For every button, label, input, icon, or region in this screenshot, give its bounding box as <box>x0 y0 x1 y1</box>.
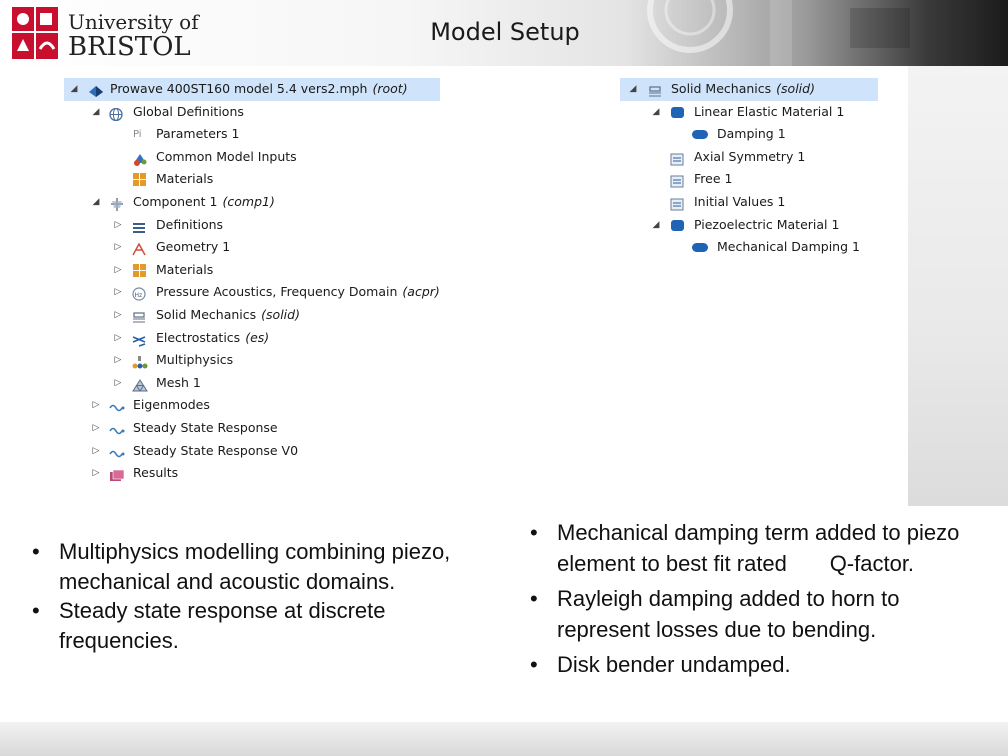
tree-node-label: Solid Mechanics <box>671 81 772 96</box>
tree-node-pressure-acoustics[interactable] <box>64 281 440 304</box>
tree-node-label: Global Definitions <box>133 103 244 119</box>
tree-node-multiphysics[interactable] <box>64 349 440 372</box>
expanded-arrow-icon[interactable]: ◢ <box>652 219 660 230</box>
mesh-icon <box>132 377 146 390</box>
tree-node-free[interactable] <box>620 168 878 191</box>
expanded-arrow-icon[interactable]: ◢ <box>92 196 100 207</box>
tree-node-label: Damping 1 <box>717 126 786 142</box>
boundary-icon <box>670 151 684 164</box>
tree-node-mesh[interactable] <box>64 372 440 395</box>
tree-node-label: Mesh 1 <box>156 374 201 390</box>
bullet-item: • Steady state response at discrete frequencies. <box>32 596 452 655</box>
tree-node-component[interactable] <box>64 191 440 214</box>
tree-node-label: Linear Elastic Material 1 <box>694 103 845 119</box>
material-node-icon <box>671 220 684 231</box>
definitions-icon <box>132 219 146 232</box>
collapsed-arrow-icon[interactable]: ▷ <box>114 264 122 275</box>
tree-node-common-model-inputs[interactable] <box>64 146 440 169</box>
electrostatics-icon <box>132 332 146 345</box>
tree-node-root[interactable] <box>64 78 440 101</box>
tree-node-solid-mechanics-root[interactable] <box>620 78 878 101</box>
materials-icon <box>133 173 147 186</box>
tree-node-label: Solid Mechanics <box>156 306 257 322</box>
tree-node-label: Steady State Response <box>133 419 278 435</box>
solid-mechanics-tree <box>620 78 878 259</box>
results-icon <box>109 467 123 480</box>
tree-node-label: Axial Symmetry 1 <box>694 148 806 164</box>
tree-node-label: Definitions <box>156 216 224 232</box>
background-right-panel <box>908 66 1008 506</box>
boundary-icon <box>670 196 684 209</box>
header-background-image <box>620 0 1008 66</box>
tree-node-tag: (es) <box>245 329 270 345</box>
expanded-arrow-icon[interactable]: ◢ <box>92 106 100 117</box>
bullet-item: • Disk bender undamped. <box>530 650 960 681</box>
tree-node-label: Eigenmodes <box>133 397 210 413</box>
tree-node-label: Free 1 <box>694 171 733 187</box>
expanded-arrow-icon[interactable]: ◢ <box>629 84 637 94</box>
tree-node-global-definitions[interactable] <box>64 101 440 124</box>
tree-node-label: Electrostatics <box>156 329 241 345</box>
tree-node-parameters[interactable] <box>64 123 440 146</box>
tree-node-label: Mechanical Damping 1 <box>717 239 860 255</box>
svg-text:BRISTOL: BRISTOL <box>68 32 191 61</box>
collapsed-arrow-icon[interactable]: ▷ <box>114 242 122 253</box>
bullet-item: • Rayleigh damping added to horn to represent losses due to bending. <box>530 584 960 645</box>
model-root-icon <box>88 83 102 96</box>
tree-node-materials-component[interactable] <box>64 259 440 282</box>
component-icon <box>109 196 123 209</box>
tree-node-label: Multiphysics <box>156 352 234 368</box>
study-icon <box>109 445 123 458</box>
tree-node-results[interactable] <box>64 462 440 485</box>
material-node-icon <box>671 107 684 118</box>
slide-header <box>0 0 1008 66</box>
tree-node-steady-state-response-v0[interactable] <box>64 440 440 463</box>
tree-node-piezoelectric-material[interactable] <box>620 214 878 237</box>
tree-node-label: Results <box>133 465 179 481</box>
collapsed-arrow-icon[interactable]: ▷ <box>92 445 100 456</box>
study-icon <box>109 422 123 435</box>
acoustics-icon <box>132 286 146 299</box>
tree-node-initial-values[interactable] <box>620 191 878 214</box>
bullet-item: • Multiphysics modelling combining piezo, mechanical and acoustic domains. <box>32 537 452 596</box>
background-bottom-band <box>0 722 1008 756</box>
university-logo <box>10 5 205 61</box>
tree-node-tag: (comp1) <box>222 193 275 209</box>
solid-mechanics-icon <box>132 309 146 322</box>
collapsed-arrow-icon[interactable]: ▷ <box>92 468 100 479</box>
bullet-list-right <box>530 518 966 686</box>
collapsed-arrow-icon[interactable]: ▷ <box>92 422 100 433</box>
boundary-icon <box>670 173 684 186</box>
tree-node-tag: (acpr) <box>402 284 440 300</box>
tree-node-label: Prowave 400ST160 model 5.4 vers2.mph <box>110 81 368 96</box>
collapsed-arrow-icon[interactable]: ▷ <box>114 309 122 320</box>
tree-node-axial-symmetry[interactable] <box>620 146 878 169</box>
damping-icon <box>692 130 708 139</box>
tree-node-electrostatics[interactable] <box>64 327 440 350</box>
tree-node-steady-state-response[interactable] <box>64 417 440 440</box>
collapsed-arrow-icon[interactable]: ▷ <box>114 332 122 343</box>
tree-node-label: Piezoelectric Material 1 <box>694 216 840 232</box>
tree-node-geometry[interactable] <box>64 236 440 259</box>
model-builder-tree <box>64 78 440 485</box>
tree-node-label: Parameters 1 <box>156 126 240 142</box>
tree-node-mechanical-damping[interactable] <box>620 236 878 259</box>
collapsed-arrow-icon[interactable]: ▷ <box>114 219 122 230</box>
tree-node-tag: (solid) <box>776 81 815 96</box>
common-inputs-icon <box>132 151 146 164</box>
tree-node-materials-global[interactable] <box>64 168 440 191</box>
materials-icon <box>133 264 147 277</box>
tree-node-damping[interactable] <box>620 123 878 146</box>
globe-icon <box>109 106 123 119</box>
tree-node-label: Steady State Response V0 <box>133 442 299 458</box>
slide-title: Model Setup <box>430 18 580 46</box>
collapsed-arrow-icon[interactable]: ▷ <box>92 400 100 411</box>
tree-node-label: Pressure Acoustics, Frequency Domain <box>156 284 398 300</box>
tree-node-solid-mechanics[interactable] <box>64 304 440 327</box>
multiphysics-icon <box>132 354 146 367</box>
study-icon <box>109 399 123 412</box>
bullet-list-left <box>32 537 452 655</box>
tree-node-label: Materials <box>156 261 214 277</box>
tree-node-linear-elastic-material[interactable] <box>620 101 878 124</box>
parameters-icon: Pi <box>133 129 142 141</box>
tree-node-label: Materials <box>156 171 214 187</box>
solid-mechanics-icon <box>648 83 662 96</box>
svg-text:University of: University of <box>68 10 199 34</box>
tree-node-definitions[interactable] <box>64 214 440 237</box>
collapsed-arrow-icon[interactable]: ▷ <box>114 355 122 366</box>
expanded-arrow-icon[interactable]: ◢ <box>652 106 660 117</box>
tree-node-tag: (root) <box>372 81 408 96</box>
collapsed-arrow-icon[interactable]: ▷ <box>114 377 122 388</box>
damping-icon <box>692 243 708 252</box>
bullet-item: • Mechanical damping term added to piezo element to best fit rated Q-factor. <box>530 518 960 579</box>
expanded-arrow-icon[interactable]: ◢ <box>70 84 78 94</box>
tree-node-label: Initial Values 1 <box>694 193 786 209</box>
tree-node-label: Geometry 1 <box>156 239 231 255</box>
geometry-icon <box>132 241 146 254</box>
collapsed-arrow-icon[interactable]: ▷ <box>114 287 122 298</box>
tree-node-tag: (solid) <box>261 306 300 322</box>
tree-node-eigenmodes[interactable] <box>64 394 440 417</box>
svg-text:Hz: Hz <box>134 292 143 300</box>
tree-node-label: Common Model Inputs <box>156 148 297 164</box>
tree-node-label: Component 1 <box>133 193 218 209</box>
